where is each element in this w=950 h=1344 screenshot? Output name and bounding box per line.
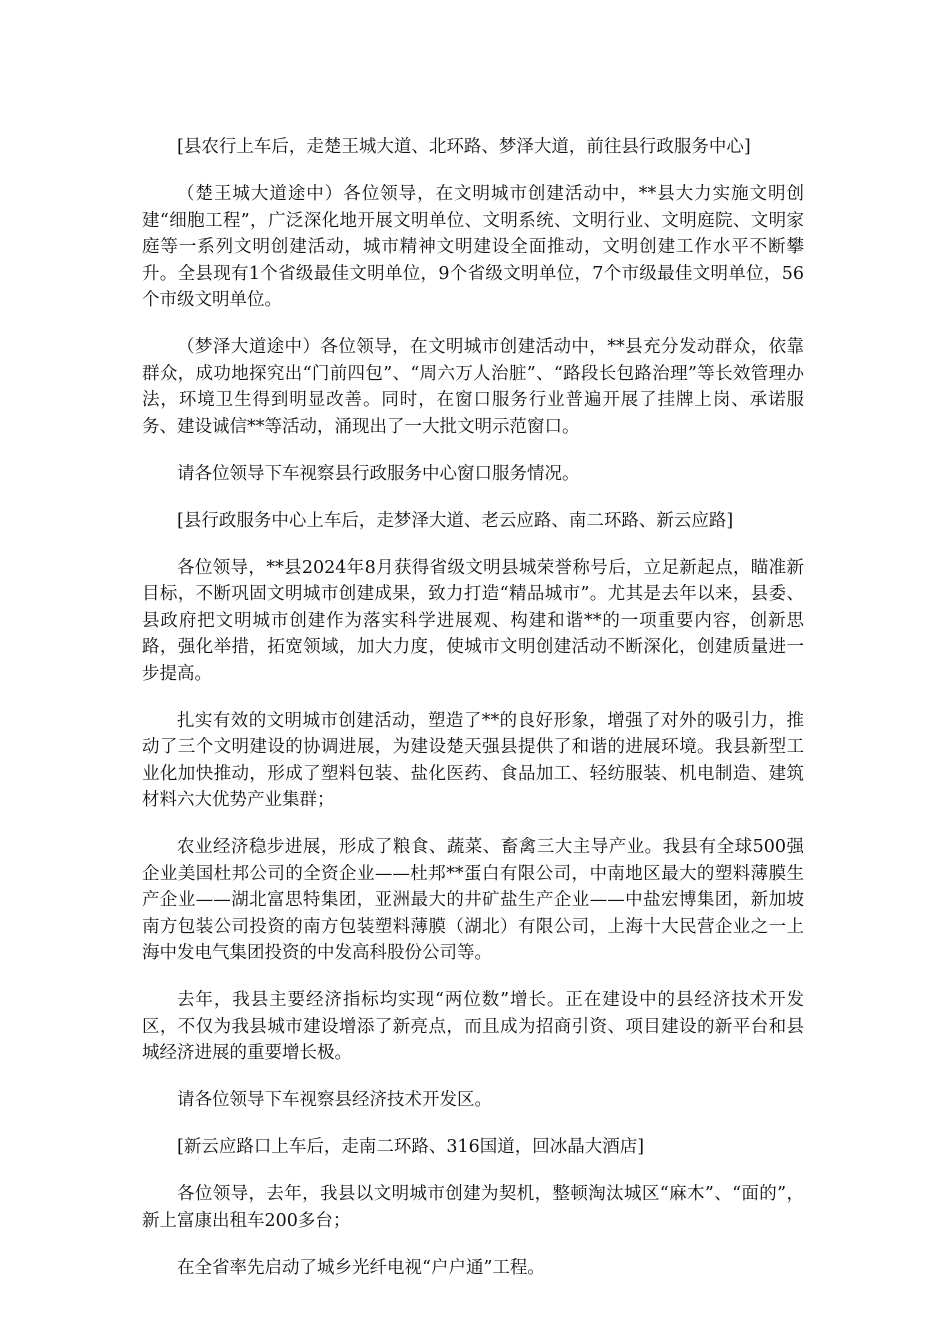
paragraph-civilized-county: 各位领导，**县2024年8月获得省级文明县城荣誉称号后，立足新起点，瞄准新目标，不断巩固文明城市创建成果，致力打造“精品城市”。尤其是去年以来，县委、县政府把文明城市创建作为落实科学进展观、构建和谐**的一项重要内容，创新思路，强化举措，拓宽领域，加大力度，使城市文明创建活动不断深化，创建质量进一步提高。 <box>142 557 804 684</box>
document-body <box>142 134 804 1302</box>
paragraph-economic-growth: 去年，我县主要经济指标均实现“两位数”增长。正在建设中的县经济技术开发区，不仅为我县城市建设增添了新亮点，而且成为招商引资、项目建设的新平台和县城经济进展的重要增长极。 <box>142 990 804 1063</box>
paragraph-taxi-upgrade: 各位领导，去年，我县以文明城市创建为契机，整顿淘汰城区“麻木”、“面的”，新上富康出租车200多台； <box>142 1184 804 1231</box>
paragraph-mengze-avenue: （梦泽大道途中）各位领导，在文明城市创建活动中，**县充分发动群众，依靠群众，成功地探究出“门前四包”、“周六万人治脏”、“路段长包路治理”等长效管理办法，环境卫生得到明显改善。同时，在窗口服务行业普遍开展了挂牌上岗、承诺服务、建设诚信**等活动，涌现出了一大批文明示范窗口。 <box>142 337 804 437</box>
paragraph-route-note-3: [新云应路口上车后，走南二环路、316国道，回冰晶大酒店] <box>177 1137 645 1157</box>
paragraph-agriculture-enterprises: 农业经济稳步进展，形成了粮食、蔬菜、畜禽三大主导产业。我县有全球500强企业美国杜邦公司的全资企业——杜邦**蛋白有限公司，中南地区最大的塑料薄膜生产企业——湖北富思特集团，亚洲最大的井矿盐生产企业——中盐宏博集团，新加坡南方包装公司投资的南方包装塑料薄膜（湖北）有限公司，上海十大民营企业之一上海中发电气集团投资的中发高科股份公司等。 <box>142 837 804 963</box>
paragraph-visit-service-center: 请各位领导下车视察县行政服务中心窗口服务情况。 <box>177 463 580 484</box>
paragraph-chuwangcheng-avenue: （楚王城大道途中）各位领导，在文明城市创建活动中，**县大力实施文明创建“细胞工程”，广泛深化地开展文明单位、文明系统、文明行业、文明庭院、文明家庭等一系列文明创建活动，城市精神文明建设全面推动，文明创建工作水平不断攀升。全县现有1个省级最佳文明单位，9个省级文明单位，7个市级最佳文明单位，56个市级文明单位。 <box>142 184 804 310</box>
paragraph-route-note-2: [县行政服务中心上车后，走梦泽大道、老云应路、南二环路、新云应路] <box>177 510 734 531</box>
paragraph-fiber-tv: 在全省率先启动了城乡光纤电视“户户通”工程。 <box>177 1257 545 1278</box>
paragraph-route-note-1: [县农行上车后，走楚王城大道、北环路、梦泽大道，前往县行政服务中心] <box>177 137 751 157</box>
paragraph-visit-development-zone: 请各位领导下车视察县经济技术开发区。 <box>177 1090 492 1110</box>
paragraph-industry-clusters: 扎实有效的文明城市创建活动，塑造了**的良好形象，增强了对外的吸引力，推动了三个文明建设的协调进展，为建设楚天强县提供了和谐的进展环境。我县新型工业化加快推动，形成了塑料包装、盐化医药、食品加工、轻纺服装、机电制造、建筑材料六大优势产业集群； <box>142 710 804 810</box>
